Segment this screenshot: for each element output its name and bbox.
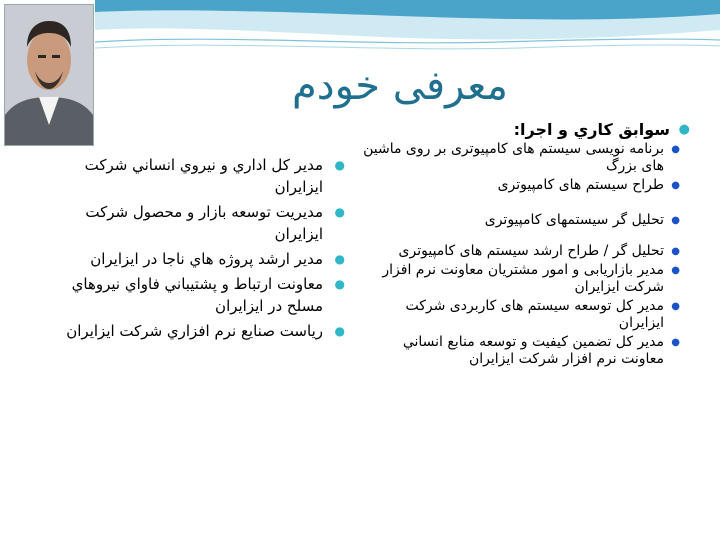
list-item-text: معاونت ارتباط و پشتيباني فاواي نيروهاي مسلح در ايزايران	[71, 275, 323, 315]
work-history-heading-text: سوابق كاري و اجرا:	[513, 120, 670, 139]
bullet-icon: ●	[334, 277, 345, 291]
list-item-text: طراح سيستم های کامپيوتری	[497, 177, 664, 193]
bullet-icon: ●	[671, 337, 680, 348]
bullet-icon: ●	[671, 180, 680, 191]
bullet-icon: ●	[671, 144, 680, 155]
list-item-text: مدير بازاريابی و امور مشتريان معاونت نرم افزار شرکت ايزايران	[382, 262, 664, 295]
portrait-photo	[4, 4, 94, 146]
list-item	[360, 298, 690, 332]
list-item	[35, 201, 347, 245]
list-item-text: برنامه نويسی سيستم های کامپيوتری بر روی ماشين های بزرگ	[363, 141, 664, 174]
list-item-text: تحليل گر سيستمهای کامپيوتری	[484, 212, 664, 228]
list-item	[360, 262, 690, 296]
list-item-text: مديريت توسعه بازار و محصول شركت ايزايران	[85, 203, 323, 243]
list-item	[360, 243, 690, 260]
bullet-icon: ●	[671, 301, 680, 312]
list-item-text: مدير کل توسعه سيستم های کاربردی شرکت ايزايران	[405, 298, 664, 331]
list-item	[35, 248, 347, 270]
list-item-text: مدير کل تضمين کيفيت و توسعه منابع انساني معاونت نرم افزار شرکت ايزايران	[402, 334, 664, 367]
bullet-icon: ●	[334, 205, 345, 219]
work-history-list	[360, 141, 690, 368]
list-item-text: مدير ارشد پروژه هاي ناجا در ايزايران	[90, 250, 323, 268]
list-item-text: تحليل گر / طراح ارشد سيستم های کامپيوتری	[398, 243, 664, 259]
bullet-icon: ●	[334, 158, 345, 172]
bullet-icon: ●	[678, 122, 690, 137]
list-item	[360, 334, 690, 368]
work-history-column	[360, 120, 690, 368]
positions-list	[35, 154, 347, 342]
bullet-icon: ●	[334, 324, 345, 338]
bullet-icon: ●	[334, 252, 345, 266]
bullet-icon: ●	[671, 215, 680, 226]
list-item-text: مدير كل اداري و نيروي انساني شركت ايزايران	[84, 156, 323, 196]
list-item	[35, 273, 347, 317]
list-item	[360, 177, 690, 194]
work-history-heading	[360, 120, 690, 139]
list-item	[360, 212, 690, 229]
bullet-icon: ●	[671, 246, 680, 257]
page-title: معرفی خودم	[292, 63, 508, 109]
positions-column	[35, 154, 347, 345]
list-item	[35, 320, 347, 342]
list-item	[35, 154, 347, 198]
list-item-text: رياست صنايع نرم افزاري شركت ايزايران	[66, 322, 323, 340]
list-item	[360, 141, 690, 175]
bullet-icon: ●	[671, 265, 680, 276]
